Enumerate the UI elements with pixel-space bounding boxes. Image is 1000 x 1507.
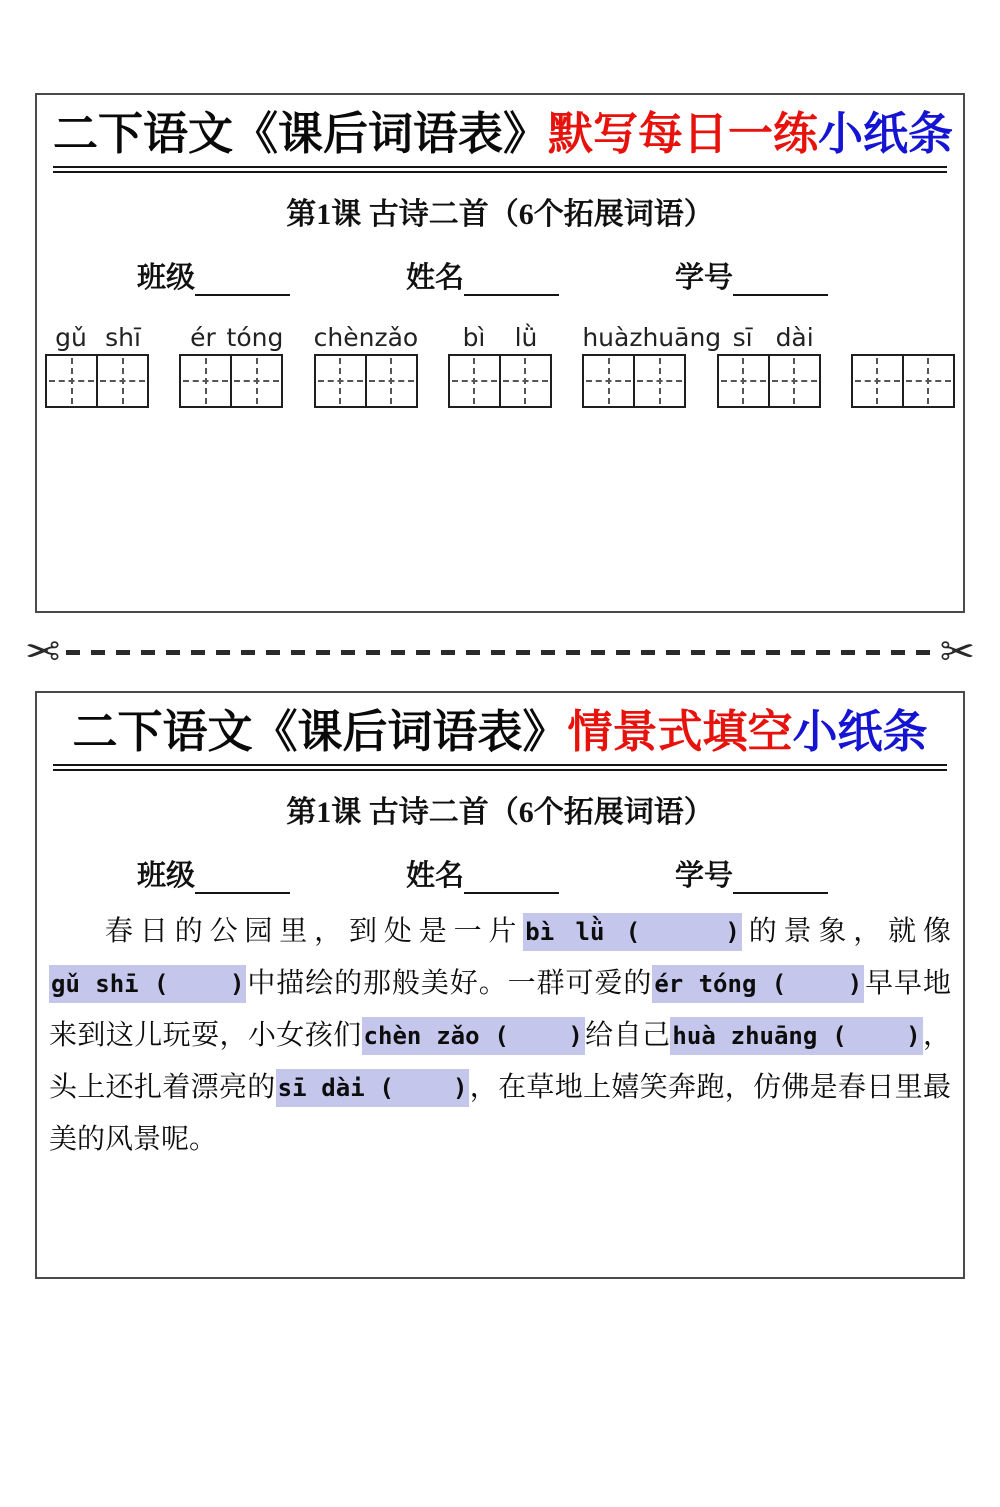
pinyin-blank: ér tóng ( ) <box>652 965 864 1003</box>
student-number-label: 学号 <box>674 261 733 294</box>
pinyin-syllable: zǎo <box>374 322 419 352</box>
pinyin-label <box>851 316 955 354</box>
passage-text: 的景象，就像 <box>741 915 951 947</box>
pinyin-syllable: chèn <box>313 322 375 352</box>
class-field <box>137 853 290 894</box>
writing-grid <box>717 354 821 408</box>
title-type-part: 默写每日一练 <box>548 109 819 159</box>
title-type-part: 情景式填空 <box>567 707 793 757</box>
writing-cell <box>181 356 230 406</box>
fill-in-slip-title <box>53 707 947 771</box>
passage-text: 早早地来到这儿玩耍，小女孩们 <box>49 967 951 1051</box>
lesson-subtitle: 第1课 古诗二首（6个拓展词语） <box>286 197 714 231</box>
pinyin-syllable: shī <box>105 322 141 352</box>
writing-grid <box>179 354 283 408</box>
class-blank-line <box>195 861 290 894</box>
student-number-blank-line <box>733 861 828 894</box>
writing-grid <box>582 354 686 408</box>
dashed-cut-line <box>66 650 934 655</box>
writing-cell <box>365 356 416 406</box>
writing-grid <box>851 354 955 408</box>
fill-in-passage <box>49 906 951 1166</box>
writing-cell <box>316 356 365 406</box>
writing-cell <box>499 356 550 406</box>
pinyin-syllable: lǜ <box>514 322 538 352</box>
student-number-field <box>675 255 828 296</box>
cut-line <box>25 613 975 691</box>
title-course-part: 二下语文《课后词语表》 <box>72 707 568 757</box>
pinyin-label <box>448 316 552 354</box>
word-grid-group <box>851 316 955 408</box>
passage-text: 春日的公园里，到处是一片 <box>105 915 524 947</box>
writing-cell <box>768 356 819 406</box>
word-grid-group <box>179 316 283 408</box>
passage-text: 中描绘的那般美好。一群可爱的 <box>246 967 653 999</box>
writing-grid <box>314 354 418 408</box>
student-info-row <box>37 853 963 894</box>
student-info-row <box>37 255 963 296</box>
class-label: 班级 <box>137 261 196 294</box>
fill-in-slip-card <box>35 691 965 1279</box>
class-label: 班级 <box>137 859 196 892</box>
scissors-icon: ✂ <box>939 627 975 676</box>
writing-cell <box>719 356 768 406</box>
name-field <box>406 255 559 296</box>
pinyin-syllable: ér <box>190 322 216 352</box>
word-grid-group <box>314 316 418 408</box>
scissors-icon: ✂ <box>25 627 61 676</box>
writing-cell <box>230 356 281 406</box>
title-course-part: 二下语文《课后词语表》 <box>53 109 549 159</box>
pinyin-syllable: bì <box>462 322 486 352</box>
pinyin-label <box>45 316 149 354</box>
pinyin-blank: huà zhuāng ( ) <box>670 1017 922 1055</box>
pinyin-syllable: dài <box>775 322 814 352</box>
pinyin-grid-row <box>37 316 963 408</box>
passage-text: ，在草地上嬉笑奔跑，仿佛是春日里最美的风景呢。 <box>49 1071 951 1155</box>
dictation-slip-card <box>35 93 965 613</box>
word-grid-group <box>45 316 149 408</box>
dictation-slip-title <box>53 109 954 173</box>
name-blank-line <box>464 861 559 894</box>
writing-cell <box>47 356 96 406</box>
title-slip-part: 小纸条 <box>818 109 954 159</box>
pinyin-blank: chèn zǎo ( ) <box>362 1017 585 1055</box>
name-label: 姓名 <box>405 261 464 294</box>
writing-cell <box>853 356 902 406</box>
class-blank-line <box>195 263 290 296</box>
pinyin-syllable: sī <box>732 322 753 352</box>
name-field <box>406 853 559 894</box>
writing-grid <box>45 354 149 408</box>
pinyin-syllable: gǔ <box>55 322 87 352</box>
writing-cell <box>450 356 499 406</box>
pinyin-blank: gǔ shī ( ) <box>49 965 246 1003</box>
writing-cell <box>633 356 684 406</box>
pinyin-label <box>582 316 722 354</box>
pinyin-blank: bì lǜ ( ) <box>523 913 742 951</box>
pinyin-syllable: huà <box>582 322 630 352</box>
title-slip-part: 小纸条 <box>792 707 928 757</box>
pinyin-label <box>179 316 283 354</box>
writing-cell <box>902 356 953 406</box>
name-blank-line <box>464 263 559 296</box>
pinyin-syllable: zhuāng <box>629 322 722 352</box>
student-number-label: 学号 <box>674 859 733 892</box>
pinyin-label <box>314 316 418 354</box>
writing-grid <box>448 354 552 408</box>
class-field <box>137 255 290 296</box>
writing-cell <box>96 356 147 406</box>
student-number-blank-line <box>733 263 828 296</box>
passage-text: 给自己 <box>584 1019 671 1051</box>
passage-text: ，头上还扎着漂亮的 <box>49 1019 951 1103</box>
pinyin-syllable: tóng <box>226 322 284 352</box>
pinyin-label <box>717 316 821 354</box>
lesson-subtitle: 第1课 古诗二首（6个拓展词语） <box>286 795 714 829</box>
word-grid-group <box>717 316 821 408</box>
pinyin-blank: sī dài ( ) <box>276 1069 470 1107</box>
name-label: 姓名 <box>405 859 464 892</box>
student-number-field <box>675 853 828 894</box>
word-grid-group <box>448 316 552 408</box>
writing-cell <box>584 356 633 406</box>
word-grid-group <box>582 316 722 408</box>
